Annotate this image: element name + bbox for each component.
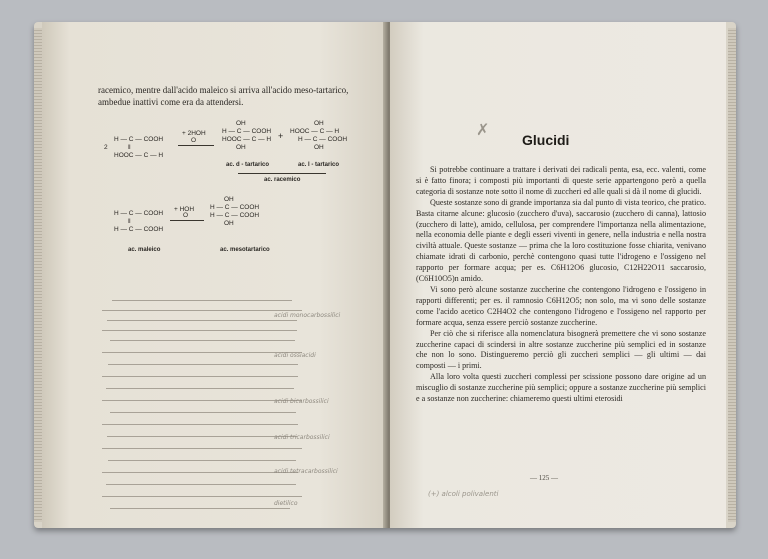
paragraph-5: Alla loro volta questi zuccheri complessi per scissione possono dare origine ad un miscuglio di sostanze zuccherine più semplici; oppure a sostanze zuccherine più semplici e a sostanze non zuccherine: chiameremo questi ultimi eterosidi (416, 372, 706, 404)
reaction1-plus: + (278, 131, 284, 141)
paragraph-4: Per ciò che si riferisce alla nomenclatura bisognerà premettere che vi sono sostanze zuccherine capaci di scindersi in altre sostanze zuccherine più semplici ed in sostanze che non lo sono. Distingueremo perciò gli zuccheri semplici — gli ultimi — dai composti — i primi. (416, 328, 706, 371)
pencil-note-2: acidi ossiacidi (274, 352, 316, 359)
reaction1-arrow-label: + 2HOH (182, 130, 206, 137)
label-mesotartarico: ac. mesotartarico (220, 247, 270, 253)
reaction2-arrow (170, 220, 204, 221)
pencil-footnote: (+) alcoli polivalenti (428, 490, 499, 498)
pencil-note-1: acidi monocarbossilici (274, 312, 341, 319)
page-title: Glucidi (522, 132, 570, 148)
pencil-note-6: dietilico (274, 500, 298, 507)
pencil-x-mark: ✗ (476, 120, 490, 139)
reaction2-arrow-label: + HOH (174, 206, 195, 213)
reaction2-arrow-sub: O (183, 212, 189, 219)
label-racemico: ac. racemico (264, 177, 301, 183)
reaction2-product: OH H — C — COOH H — C — COOH OH (210, 196, 260, 227)
paragraph-3: Vi sono però alcune sostanze zuccherine che contengono l'idrogeno e l'ossigeno in rapporti differenti; per es. il ramnosio C6H12O5; non solo, ma vi sono delle sostanze come l'acido acetico C2H4O2 che contengono l'idrogeno e l'ossigeno nel rapporto per formare acqua, senza essere perciò sostanze zuccherine. (416, 284, 706, 327)
reaction1-coefficient: 2 (104, 144, 108, 151)
right-body-text (416, 165, 706, 405)
reaction1-product1: OH H — C — COOH HOOC — C — H OH (222, 120, 272, 151)
page-number: — 125 — (530, 474, 558, 482)
paragraph-1: Si potrebbe continuare a trattare i derivati dei radicali penta, esa, ecc. valenti, come si è fatto finora; i composti più importanti di queste serie appartengono però a quella categoria di sostanze note sotto il nome di zuccheri ed alle quali si dà il nome di glucidi. (416, 165, 706, 196)
open-book (34, 22, 736, 528)
reaction1-product2: OH HOOC — C — H H — C — COOH OH (290, 120, 348, 151)
label-maleico: ac. maleico (128, 247, 161, 253)
page-stack-left (34, 28, 42, 522)
reaction1-reactant: H — C — COOH ‖ HOOC — C — H (114, 136, 164, 159)
paragraph-2: Queste sostanze sono di grande importanza sia dal punto di vista teorico, che pratico. Basta citarne alcune: glucosio (zucchero d'uva), saccarosio (zucchero di canna), lattosio (zucchero di latte), amido, cellulosa, per comprendere l'importanza nella alimentazione, nella economia delle piante e degli esseri viventi in genere, nella industria e nella nostra civiltà attuale. Queste sostanze — prima che la loro costituzione fosse chiarita, venivano chiamate idrati di carbonio, perchè contengono quasi tutte l'idrogeno e l'ossigeno nel rapporto per formare acqua; per es. C6H12O6 glucosio, C12H22O11 saccarosio, (C6H10O5)n amido. (416, 197, 706, 284)
page-stack-right (728, 28, 736, 522)
label-d-tartarico: ac. d - tartarico (226, 162, 270, 168)
left-intro-text: racemico, mentre dall'acido maleico si arriva all'acido meso-tartarico, ambedue inattivi come era da attendersi. (98, 85, 349, 107)
left-page (42, 22, 388, 528)
label-l-tartarico: ac. l - tartarico (298, 162, 340, 168)
pencil-note-5: acidi tetracarbossilici (274, 468, 338, 475)
reaction1-arrow-sub: O (191, 137, 197, 144)
right-page (390, 22, 726, 528)
pencil-note-4: acidi tricarbossilici (274, 434, 330, 441)
racemic-bracket (238, 173, 326, 174)
reaction1-arrow (178, 145, 214, 146)
reaction2-reactant: H — C — COOH ‖ H — C — COOH (114, 210, 164, 233)
pencil-note-3: acidi bicarbossilici (274, 398, 329, 405)
